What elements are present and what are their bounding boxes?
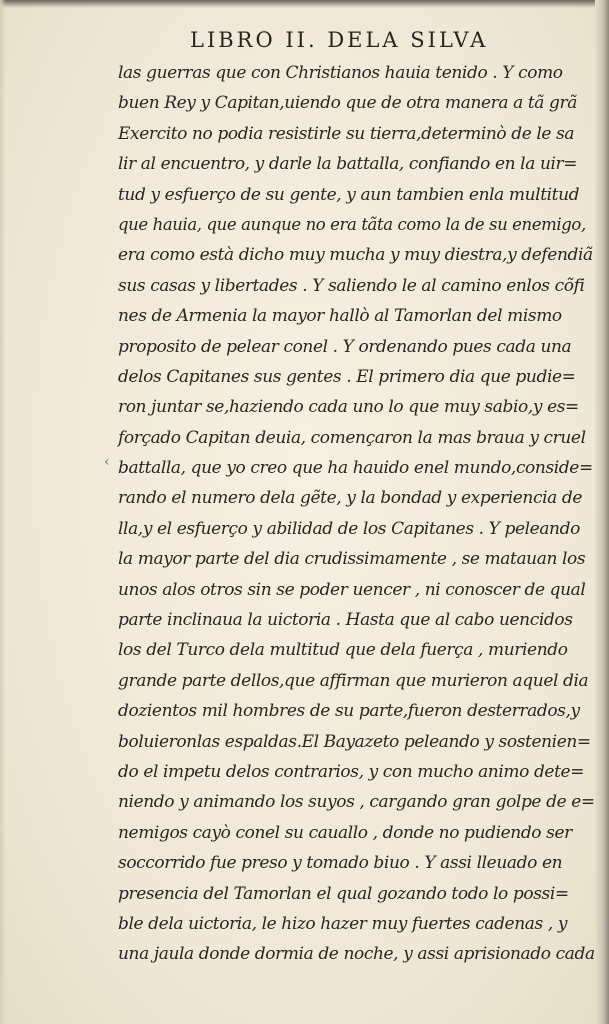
text-line: los del Turco dela multitud que dela fuerça , muriendo <box>118 640 568 661</box>
text-line: dozientos mil hombres de su parte,fueron desterrados,y <box>118 701 580 722</box>
text-line: soccorrido fue preso y tomado biuo . Y assi lleuado en <box>118 853 563 874</box>
text-line: ble dela uictoria, le hizo hazer muy fuertes cadenas , y <box>118 913 568 934</box>
text-line: proposito de pelear conel . Y ordenando pues cada una <box>118 336 572 357</box>
text-line: lir al encuentro, y darle la battalla, confiando en la uir= <box>118 154 578 175</box>
text-line: battalla, que yo creo que ha hauido enel mundo,conside= <box>118 458 593 479</box>
text-line: las guerras que con Christianos hauia tenido . Y como <box>118 63 563 83</box>
page-top-shadow <box>0 0 609 8</box>
running-header: LIBRO II. DELA SILVA <box>190 28 489 52</box>
text-line: nes de Armenia la mayor hallò al Tamorlan del mismo <box>118 306 562 327</box>
text-line: parte inclinaua la uictoria . Hasta que al cabo uencidos <box>118 610 573 631</box>
margin-mark: ‹ <box>104 454 110 470</box>
text-line: Exercito no podia resistirle su tierra,determinò de le sa <box>118 123 575 144</box>
text-line: la mayor parte del dia crudissimamente , se matauan los <box>118 549 586 570</box>
text-line: unos alos otros sin se poder uencer , ni conoscer de qual <box>118 579 586 600</box>
text-line: boluieronlas espaldas.El Bayazeto peleando y sostenien= <box>118 731 591 752</box>
text-line: ron juntar se,haziendo cada uno lo que muy sabio,y es= <box>118 397 579 418</box>
text-line: niendo y animando los suyos , cargando gran golpe de e= <box>118 792 595 813</box>
text-line: forçado Capitan deuia, començaron la mas braua y cruel <box>118 427 586 448</box>
text-line: buen Rey y Capitan,uiendo que de otra manera a tã grã <box>118 93 577 114</box>
text-block <box>118 58 598 970</box>
text-line: rando el numero dela gẽte, y la bondad y experiencia de <box>118 488 583 509</box>
text-line: grande parte dellos,que affirman que murieron aquel dia <box>118 670 589 691</box>
text-line: presencia del Tamorlan el qual gozando todo lo possi= <box>118 883 569 904</box>
text-line: una jaula donde dormia de noche, y assi aprisionado cada <box>118 944 595 965</box>
page-left-edge <box>0 0 6 1024</box>
text-line: delos Capitanes sus gentes . El primero dia que pudie= <box>118 366 576 387</box>
text-line: tud y esfuerço de su gente, y aun tambien enla multitud <box>118 184 580 205</box>
text-line: lla,y el esfuerço y abilidad de los Capitanes . Y peleando <box>118 518 580 539</box>
text-line: do el impetu delos contrarios, y con mucho animo dete= <box>118 761 585 782</box>
text-line: nemigos cayò conel su cauallo , donde no pudiendo ser <box>118 822 572 843</box>
text-line: era como està dicho muy mucha y muy diestra,y defendiã <box>118 245 593 266</box>
text-line: que hauia, que aunque no era tãta como la de su enemigo, <box>118 214 586 234</box>
text-line: sus casas y libertades . Y saliendo le al camino enlos cõfi <box>118 275 585 296</box>
